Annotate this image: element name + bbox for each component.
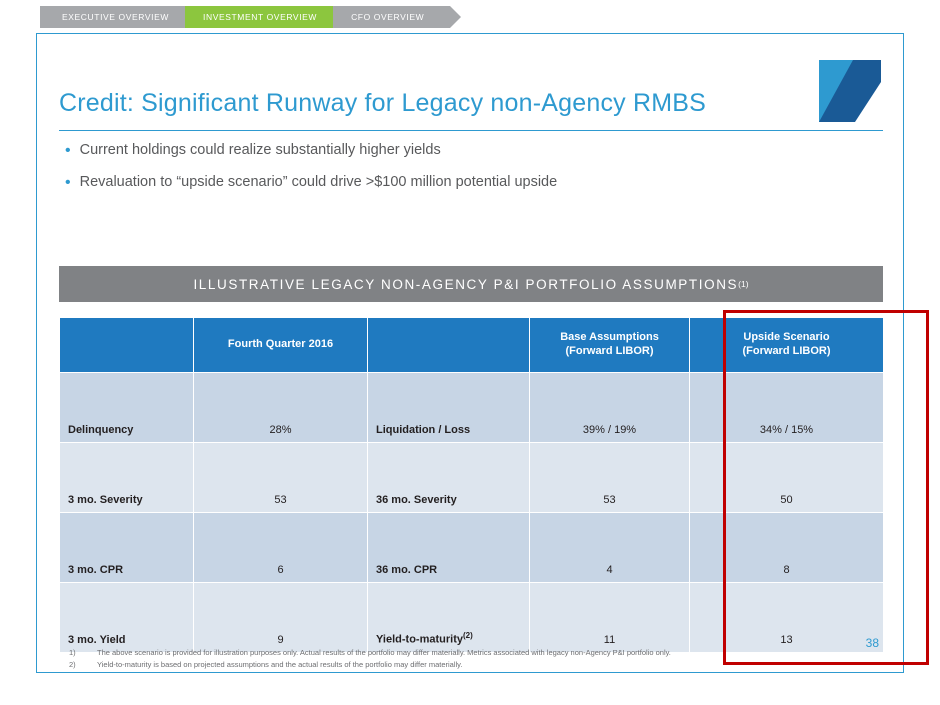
- column-header-fourth-quarter-2016: Fourth Quarter 2016: [194, 318, 368, 373]
- nav-tab-executive-overview[interactable]: [40, 6, 195, 28]
- row-value-q4-2016: 6: [194, 513, 368, 583]
- nav-tab-investment-overview[interactable]: [185, 6, 343, 28]
- table-row: [60, 373, 884, 443]
- column-header-line1: Upside Scenario: [743, 331, 830, 344]
- bullet-dot-icon: •: [65, 142, 71, 159]
- bullet-text: Current holdings could realize substantially higher yields: [79, 142, 441, 158]
- nav-tab-cfo-overview[interactable]: [333, 6, 450, 28]
- row-value-upside: 13: [690, 583, 884, 653]
- row-value-q4-2016: 53: [194, 443, 368, 513]
- row-value-upside: 8: [690, 513, 884, 583]
- bullet-dot-icon: •: [65, 174, 71, 191]
- column-header-upside-scenario: [690, 318, 884, 373]
- column-header-blank-left: [60, 318, 194, 373]
- footnote-text: The above scenario is provided for illustration purposes only. Actual results of the portfolio may differ materially. Metrics associated with legacy non-Agency P&I portfolio only.: [97, 648, 671, 657]
- column-header-base-assumptions: [530, 318, 690, 373]
- bullet-list: [65, 142, 855, 206]
- table-row: [60, 583, 884, 653]
- company-logo: [819, 60, 881, 122]
- column-header-blank-middle: [368, 318, 530, 373]
- row-label-right-text: Yield-to-maturity: [376, 634, 463, 646]
- top-navigation: [40, 6, 440, 28]
- assumptions-table-wrapper: [59, 317, 883, 653]
- row-value-q4-2016: 9: [194, 583, 368, 653]
- footnote-number: 1): [69, 648, 76, 657]
- column-header-line1: Base Assumptions: [560, 331, 659, 344]
- assumptions-table: [59, 317, 884, 653]
- row-label-footnote-ref: (2): [463, 631, 473, 641]
- row-value-base: 11: [530, 583, 690, 653]
- nav-tab-label: EXECUTIVE OVERVIEW: [62, 12, 169, 22]
- row-value-upside: 50: [690, 443, 884, 513]
- row-label-right: Liquidation / Loss: [368, 373, 530, 443]
- title-divider: [59, 130, 883, 131]
- logo-shape-upper: [819, 60, 853, 122]
- logo-shape-lower: [855, 82, 881, 122]
- nav-tab-label: CFO OVERVIEW: [351, 12, 425, 22]
- row-label-left: 3 mo. Yield: [60, 583, 194, 653]
- row-label-left: 3 mo. Severity: [60, 443, 194, 513]
- column-header-line2: (Forward LIBOR): [742, 345, 831, 357]
- page-number: 38: [865, 636, 879, 650]
- nav-tab-label: INVESTMENT OVERVIEW: [203, 12, 318, 22]
- table-row: [60, 513, 884, 583]
- row-label-right: 36 mo. CPR: [368, 513, 530, 583]
- section-banner-text: ILLUSTRATIVE LEGACY NON-AGENCY P&I PORTFOLIO ASSUMPTIONS: [193, 276, 739, 292]
- row-value-base: 4: [530, 513, 690, 583]
- row-label-left: 3 mo. CPR: [60, 513, 194, 583]
- list-item: [65, 142, 855, 159]
- row-label-right: [368, 583, 530, 653]
- table-header-row: [60, 318, 884, 373]
- row-value-base: 39% / 19%: [530, 373, 690, 443]
- row-label-right: 36 mo. Severity: [368, 443, 530, 513]
- bullet-text: Revaluation to “upside scenario” could drive >$100 million potential upside: [79, 174, 558, 190]
- row-label-left: Delinquency: [60, 373, 194, 443]
- footnote-number: 2): [69, 659, 76, 669]
- row-value-base: 53: [530, 443, 690, 513]
- list-item: [65, 174, 855, 191]
- footnote-item: [69, 659, 809, 671]
- table-row: [60, 443, 884, 513]
- slide-frame: [36, 33, 904, 673]
- footnote-text: Yield-to-maturity is based on projected assumptions and the actual results of the portfolio may differ materially.: [97, 659, 463, 669]
- column-header-line2: (Forward LIBOR): [565, 345, 654, 357]
- page-title: Credit: Significant Runway for Legacy non-Agency RMBS: [59, 89, 707, 117]
- footnote-item: [69, 647, 809, 659]
- row-value-q4-2016: 28%: [194, 373, 368, 443]
- row-value-upside: 34% / 15%: [690, 373, 884, 443]
- footnotes: [69, 647, 809, 670]
- section-banner-footnote-ref: (1): [738, 279, 749, 289]
- section-banner: [59, 266, 883, 302]
